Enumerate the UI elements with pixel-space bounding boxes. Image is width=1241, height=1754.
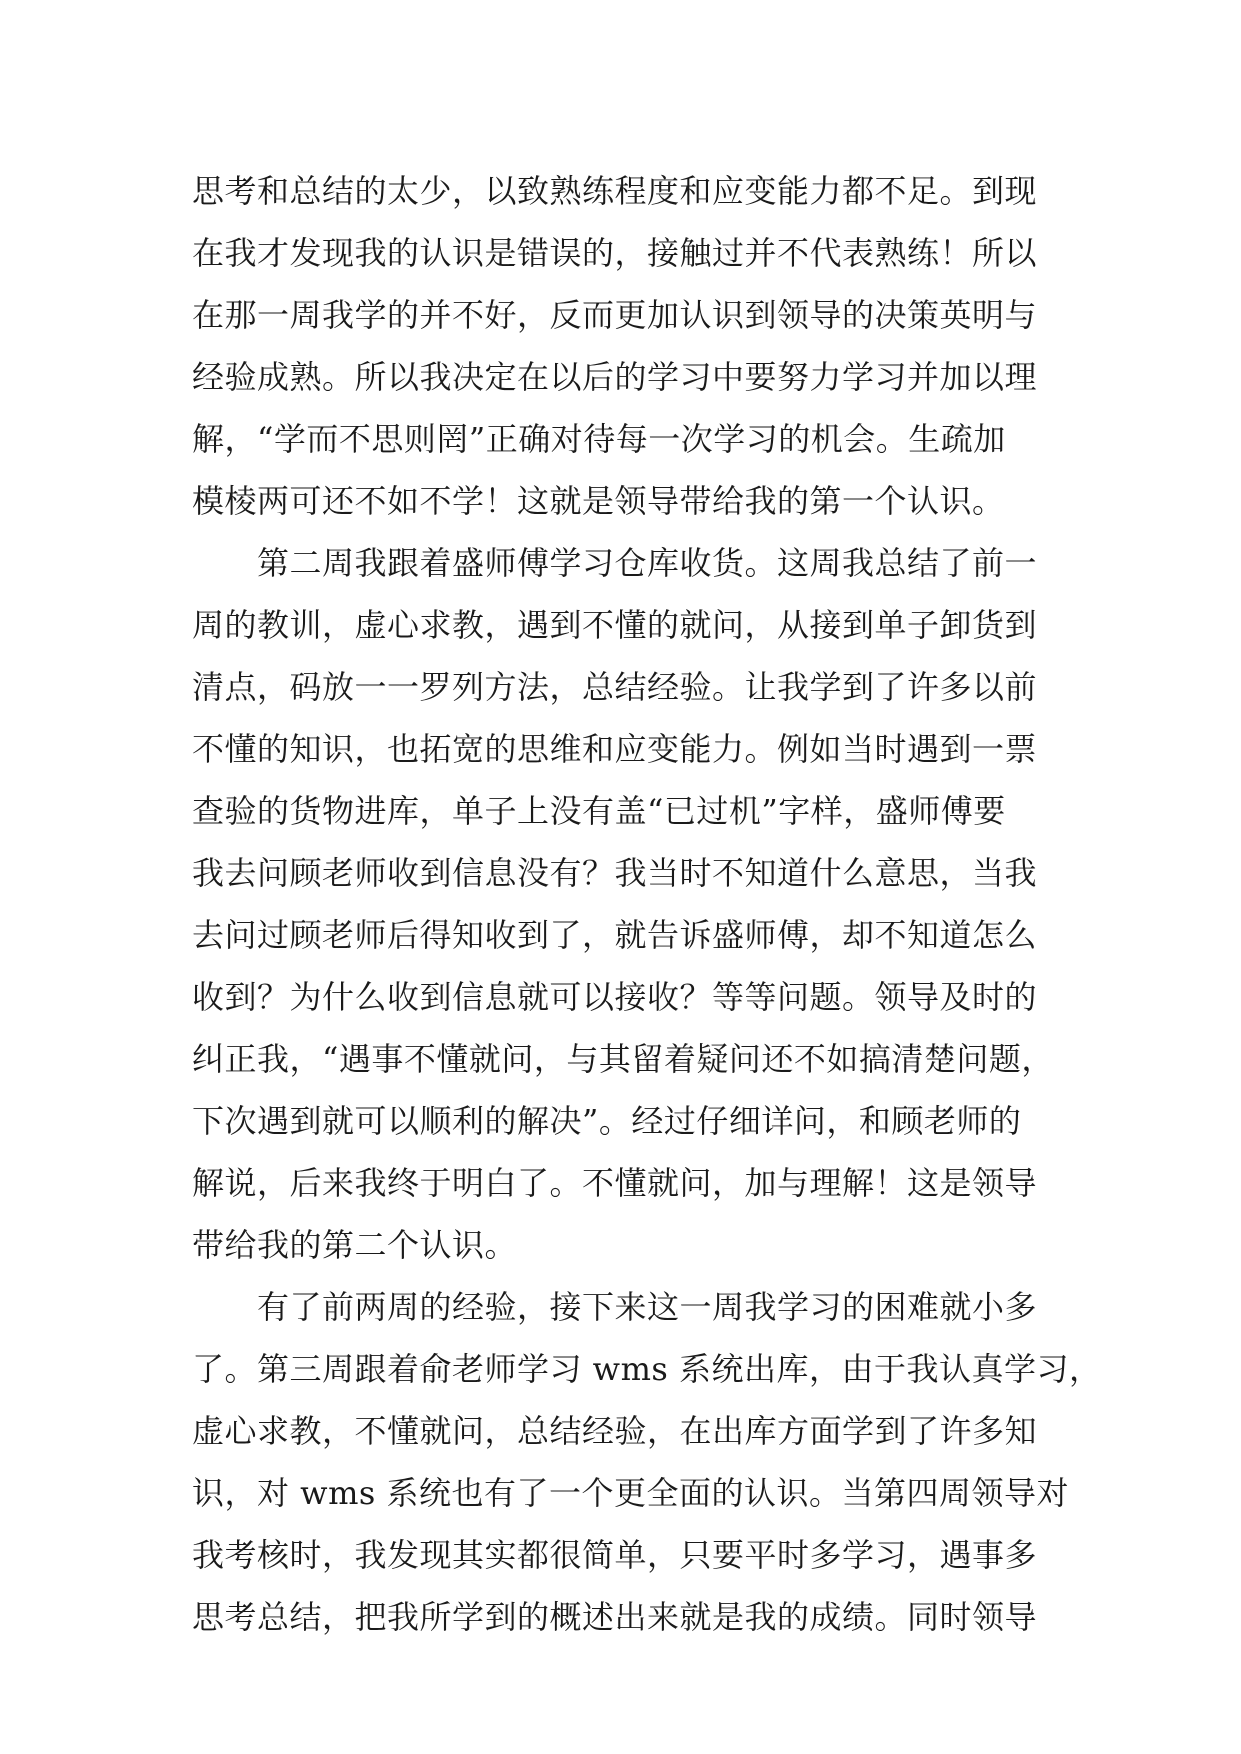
text-line: 我去问顾老师收到信息没有？我当时不知道什么意思，当我: [192, 854, 1038, 892]
body-text: [192, 160, 1102, 1648]
text-line: 去问过顾老师后得知收到了，就告诉盛师傅，却不知道怎么: [192, 916, 1038, 954]
text-line: 带给我的第二个认识。: [192, 1226, 518, 1264]
text-line: 我考核时，我发现其实都很简单，只要平时多学习，遇事多: [192, 1536, 1038, 1574]
text-line: 周的教训，虚心求教，遇到不懂的就问，从接到单子卸货到: [192, 606, 1038, 644]
text-line: 解说，后来我终于明白了。不懂就问，加与理解！这是领导: [192, 1164, 1038, 1202]
text-line: 收到？为什么收到信息就可以接收？等等问题。领导及时的: [192, 978, 1038, 1016]
text-line: 清点，码放一一罗列方法，总结经验。让我学到了许多以前: [192, 668, 1038, 706]
text-line: 解，“学而不思则罔”正确对待每一次学习的机会。生疏加: [192, 420, 1006, 458]
text-line: 有了前两周的经验，接下来这一周我学习的困难就小多: [192, 1288, 1038, 1326]
text-line: 虚心求教，不懂就问，总结经验，在出库方面学到了许多知: [192, 1412, 1038, 1450]
text-line: 了。第三周跟着俞老师学习 wms 系统出库，由于我认真学习，: [192, 1350, 1102, 1388]
text-line: 下次遇到就可以顺利的解决”。经过仔细详问，和顾老师的: [192, 1102, 1022, 1140]
text-line: 经验成熟。所以我决定在以后的学习中要努力学习并加以理: [192, 358, 1038, 396]
text-line: 查验的货物进库，单子上没有盖“已过机”字样，盛师傅要: [192, 792, 1006, 830]
text-line: 不懂的知识，也拓宽的思维和应变能力。例如当时遇到一票: [192, 730, 1038, 768]
text-line: 纠正我，“遇事不懂就问，与其留着疑问还不如搞清楚问题，: [192, 1040, 1054, 1078]
text-line: 思考总结，把我所学到的概述出来就是我的成绩。同时领导: [192, 1598, 1038, 1636]
text-line: 识，对 wms 系统也有了一个更全面的认识。当第四周领导对: [192, 1474, 1070, 1512]
text-line: 在我才发现我的认识是错误的，接触过并不代表熟练！所以: [192, 234, 1038, 272]
text-line: 思考和总结的太少，以致熟练程度和应变能力都不足。到现: [192, 172, 1038, 210]
text-line: 第二周我跟着盛师傅学习仓库收货。这周我总结了前一: [192, 544, 1038, 582]
text-line: 在那一周我学的并不好，反而更加认识到领导的决策英明与: [192, 296, 1038, 334]
text-line: 模棱两可还不如不学！这就是领导带给我的第一个认识。: [192, 482, 1005, 520]
